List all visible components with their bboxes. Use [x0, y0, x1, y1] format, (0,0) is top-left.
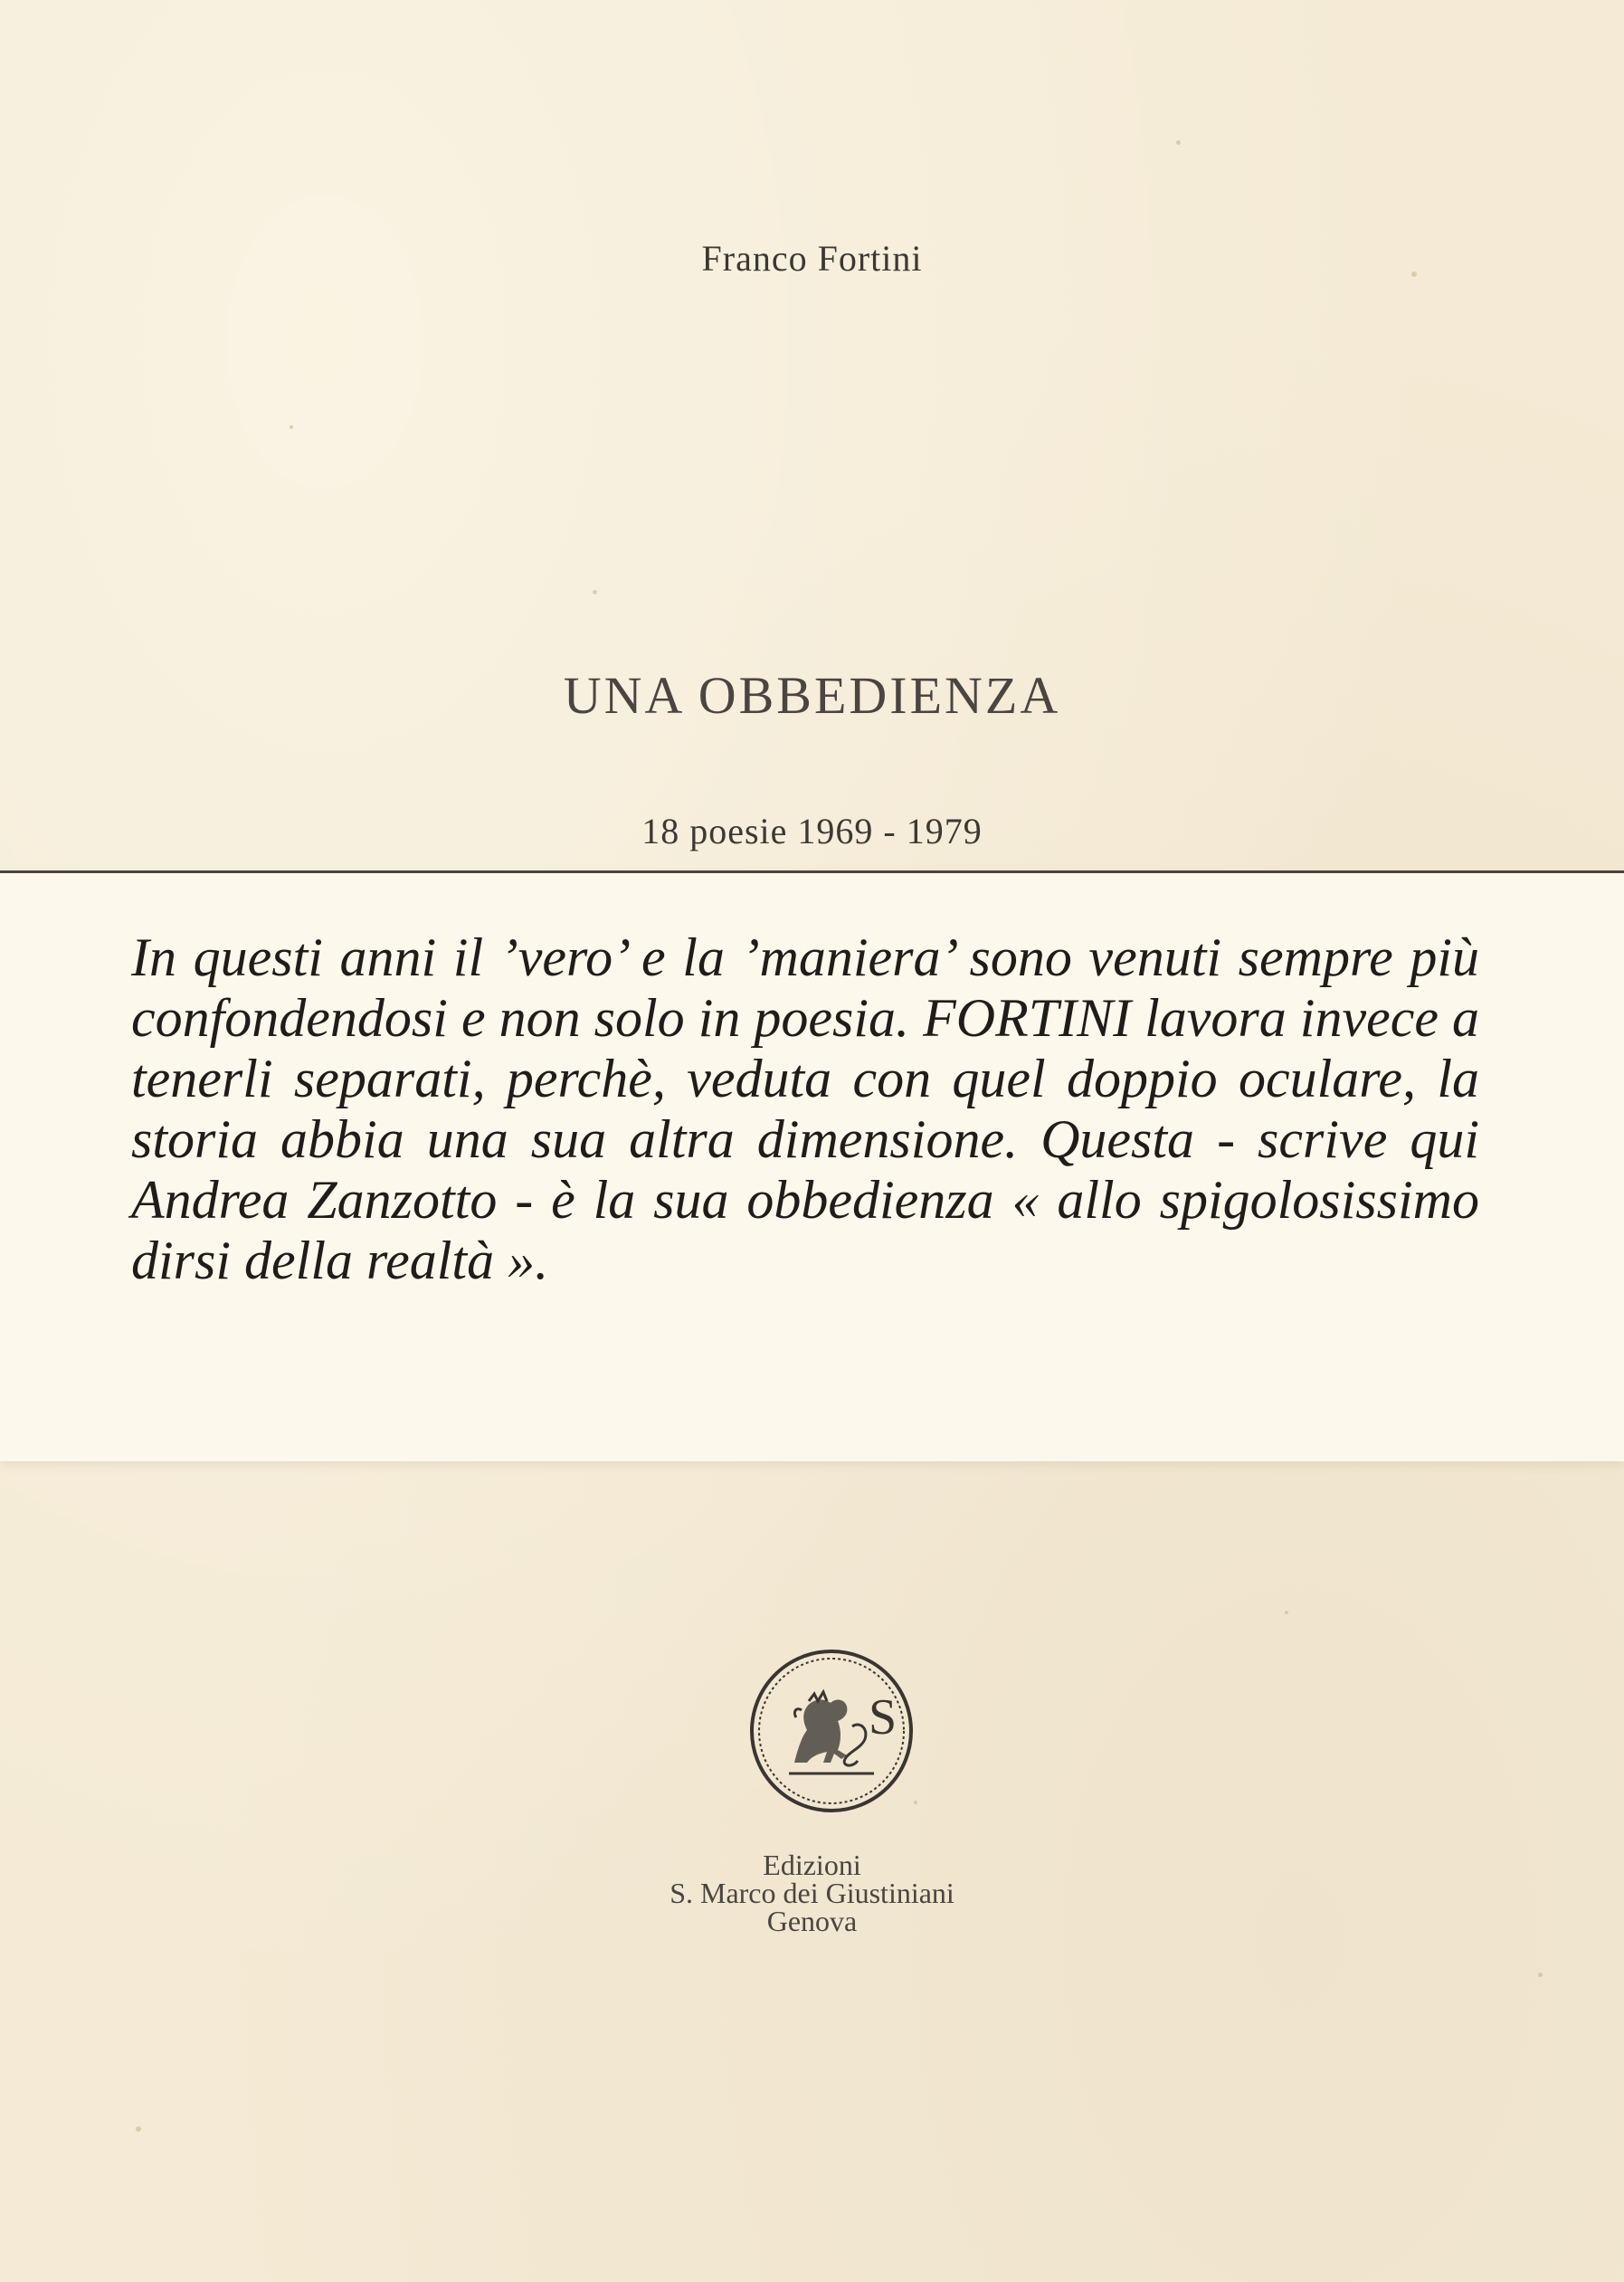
author-name: Franco Fortini: [701, 238, 923, 279]
paper-speck: [1538, 1973, 1543, 1977]
publisher-emblem: [747, 1647, 916, 1815]
paper-speck: [290, 425, 293, 429]
paper-speck: [1176, 140, 1181, 145]
book-subtitle: 18 poesie 1969 - 1979: [641, 811, 983, 851]
paper-speck: [593, 590, 597, 594]
paper-speck: [136, 2126, 141, 2132]
publisher-line-city: Genova: [766, 1905, 858, 1937]
paper-speck: [1285, 1611, 1288, 1614]
lion-seal-icon: [747, 1647, 916, 1815]
publisher-imprint: [0, 1851, 1624, 1935]
publisher-line-name: S. Marco dei Giustiniani: [670, 1877, 954, 1909]
book-title: UNA OBBEDIENZA: [563, 666, 1061, 725]
blurb-text: In questi anni il ’vero’ e la ’maniera’ sono venuti sempre più confondendosi e non solo in poesia. FORTINI lavora invece a tenerli separati, perchè, veduta con quel doppio oculare, la storia abbia una sua altra dimensione. Questa - scrive qui Andrea Zanzotto - è la sua obbedienza « allo spigolosissimo dirsi della realtà ».: [131, 927, 1479, 1290]
emblem-letter: S: [869, 1689, 897, 1745]
publisher-line-edizioni: Edizioni: [763, 1849, 861, 1881]
